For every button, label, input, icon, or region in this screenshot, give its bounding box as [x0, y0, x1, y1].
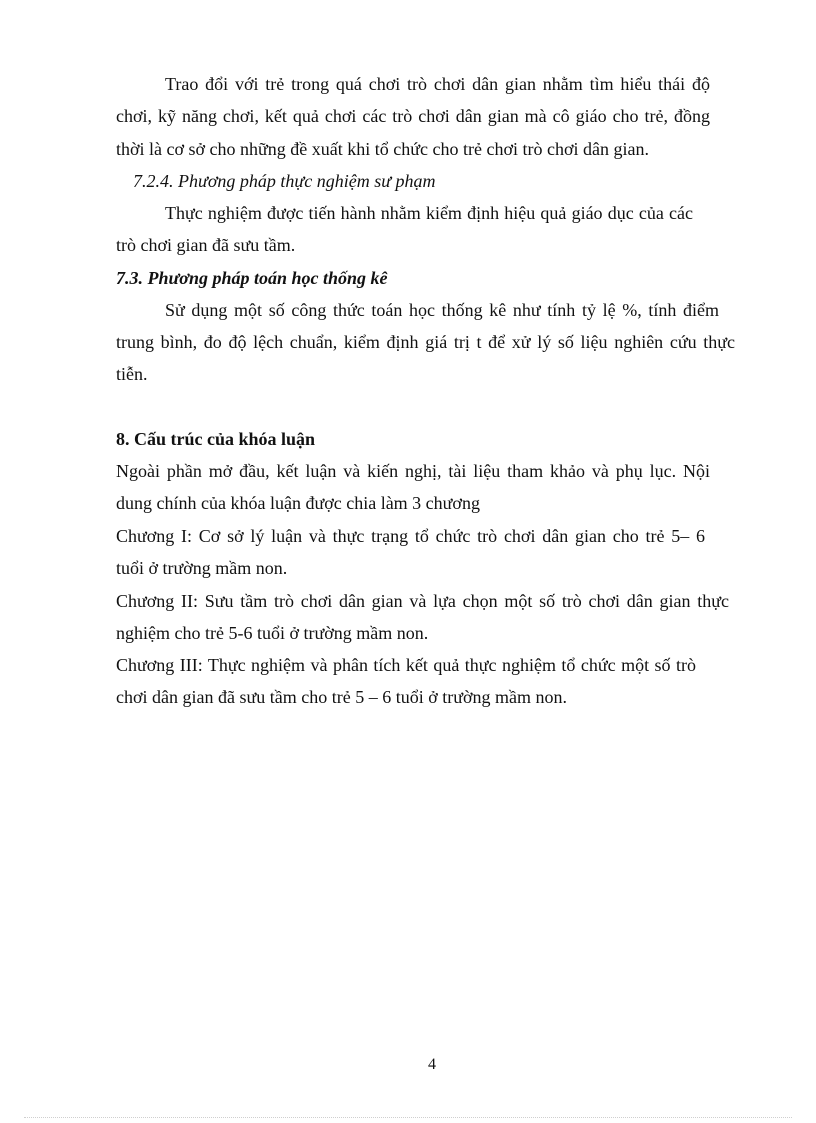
chapter-1-line: tuổi ở trường mầm non. [116, 558, 288, 578]
section-heading-8: 8. Cấu trúc của khóa luận [116, 429, 316, 449]
paragraph-line: Trao đổi với trẻ trong quá chơi trò chơi dân gian nhằm tìm hiểu thái độ [165, 74, 710, 94]
paragraph-line: Ngoài phần mở đầu, kết luận và kiến nghị, tài liệu tham khảo và phụ lục. Nội [116, 461, 710, 481]
chapter-3-line: chơi dân gian đã sưu tầm cho trẻ 5 – 6 tuổi ở trường mầm non. [116, 687, 567, 707]
paragraph-line: tiễn. [116, 364, 148, 384]
paragraph-line: Thực nghiệm được tiến hành nhằm kiểm định hiệu quả giáo dục của các [165, 203, 693, 223]
page-bottom-divider [24, 1117, 792, 1118]
chapter-1-line: Chương I: Cơ sở lý luận và thực trạng tổ chức trò chơi dân gian cho trẻ 5– 6 [116, 526, 705, 546]
paragraph-line: trò chơi gian đã sưu tầm. [116, 235, 296, 255]
chapter-2-line: Chương II: Sưu tầm trò chơi dân gian và lựa chọn một số trò chơi dân gian thực [116, 591, 729, 611]
chapter-3-line: Chương III: Thực nghiệm và phân tích kết quả thực nghiệm tổ chức một số trò [116, 655, 696, 675]
chapter-2-line: nghiệm cho trẻ 5-6 tuổi ở trường mầm non. [116, 623, 429, 643]
paragraph-line: chơi, kỹ năng chơi, kết quả chơi các trò chơi dân gian mà cô giáo cho trẻ, đồng [116, 106, 710, 126]
paragraph-line: thời là cơ sở cho những đề xuất khi tổ chức cho trẻ chơi trò chơi dân gian. [116, 139, 649, 159]
page-number: 4 [428, 1056, 436, 1073]
paragraph-line: dung chính của khóa luận được chia làm 3 chương [116, 493, 480, 513]
section-heading-7-2-4: 7.2.4. Phương pháp thực nghiệm sư phạm [133, 171, 436, 191]
paragraph-line: Sử dụng một số công thức toán học thống kê như tính tỷ lệ %, tính điểm [165, 300, 719, 320]
paragraph-line: trung bình, đo độ lệch chuẩn, kiểm định giá trị t để xử lý số liệu nghiên cứu thực [116, 332, 735, 352]
section-heading-7-3: 7.3. Phương pháp toán học thống kê [116, 268, 388, 288]
